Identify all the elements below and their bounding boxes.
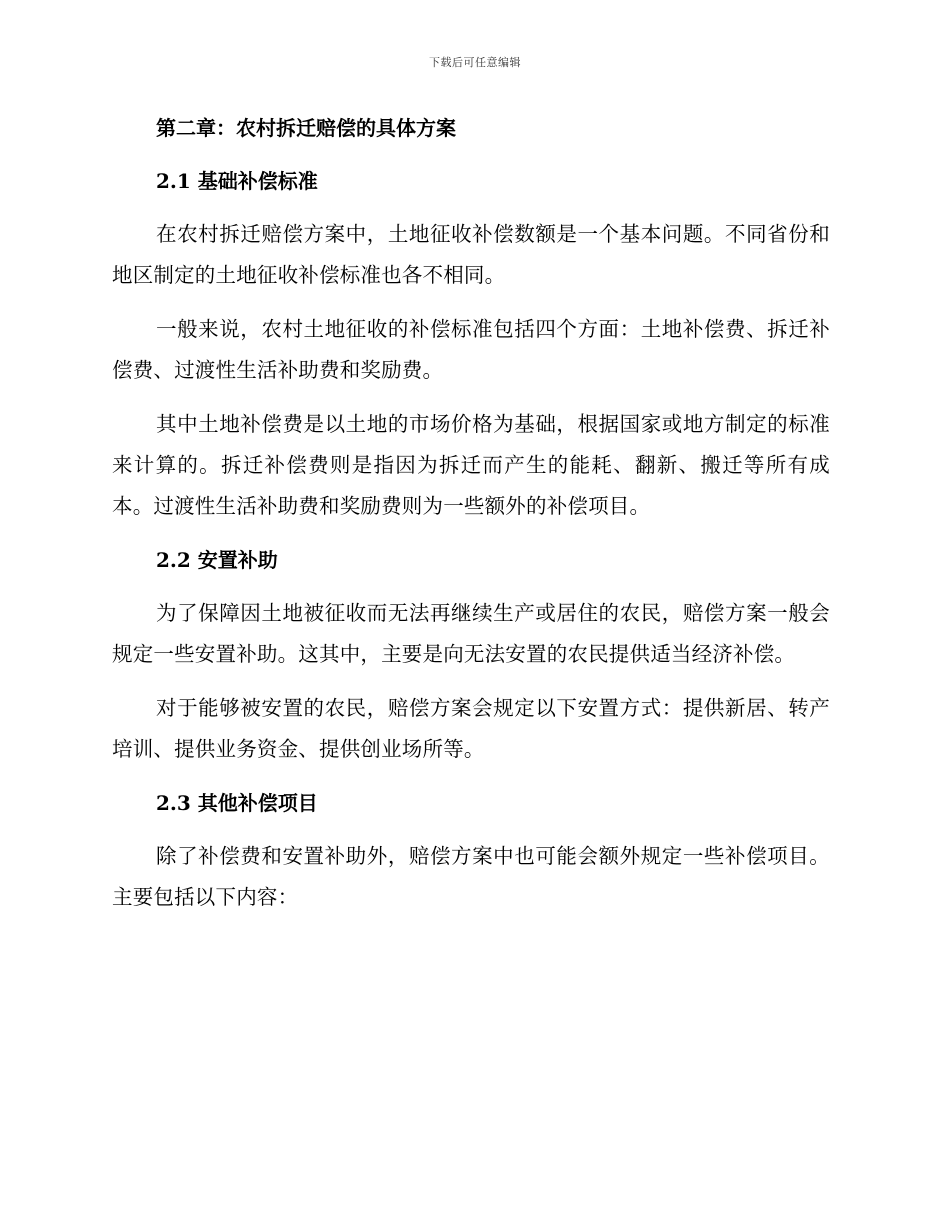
section-title-2-2: 2.2 安置补助 xyxy=(156,548,278,572)
paragraph: 除了补偿费和安置补助外，赔偿方案中也可能会额外规定一些补偿项目。主要包括以下内容： xyxy=(112,844,830,909)
section-title-2-1: 2.1 基础补偿标准 xyxy=(156,169,318,193)
paragraph: 在农村拆迁赔偿方案中，土地征收补偿数额是一个基本问题。不同省份和地区制定的土地征收补偿标准也各不相同。 xyxy=(112,222,830,287)
page-header-note: 下载后可任意编辑 xyxy=(429,56,521,69)
paragraph: 为了保障因土地被征收而无法再继续生产或居住的农民，赔偿方案一般会规定一些安置补助。这其中，主要是向无法安置的农民提供适当经济补偿。 xyxy=(112,601,830,666)
paragraph: 对于能够被安置的农民，赔偿方案会规定以下安置方式：提供新居、转产培训、提供业务资金、提供创业场所等。 xyxy=(112,696,830,761)
section-title-2-3: 2.3 其他补偿项目 xyxy=(156,791,318,815)
paragraph: 其中土地补偿费是以土地的市场价格为基础，根据国家或地方制定的标准来计算的。拆迁补偿费则是指因为拆迁而产生的能耗、翻新、搬迁等所有成本。过渡性生活补助费和奖励费则为一些额外的补偿项目。 xyxy=(112,412,830,518)
chapter-title: 第二章：农村拆迁赔偿的具体方案 xyxy=(156,116,456,140)
document-body xyxy=(112,108,830,931)
paragraph: 一般来说，农村土地征收的补偿标准包括四个方面：土地补偿费、拆迁补偿费、过渡性生活补助费和奖励费。 xyxy=(112,317,830,382)
